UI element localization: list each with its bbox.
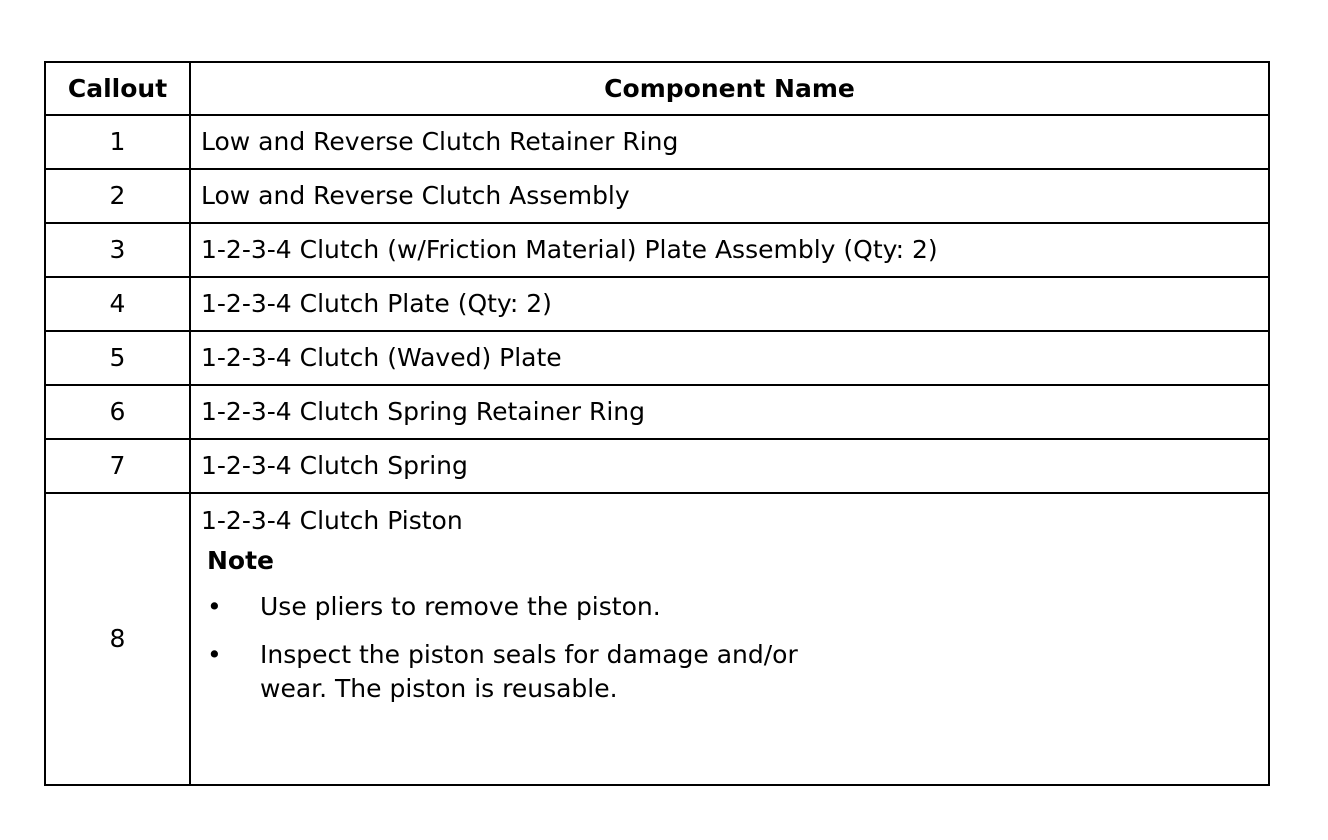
table-row [45,115,1269,169]
callout-column-header: Callout [45,62,190,115]
table-row [45,277,1269,331]
component-note-block [201,494,1268,706]
table-row [45,439,1269,493]
component-name: Low and Reverse Clutch Assembly [190,169,1269,223]
note-item [201,590,820,624]
table-row [45,493,1269,785]
callout-number: 2 [45,169,190,223]
callout-number: 4 [45,277,190,331]
note-item-text: Use pliers to remove the piston. [260,592,661,621]
table-row [45,223,1269,277]
callout-number: 5 [45,331,190,385]
note-heading: Note [207,546,275,575]
component-name-column-header: Component Name [190,62,1269,115]
component-name-cell [190,493,1269,785]
note-item [201,638,820,706]
callout-number: 7 [45,439,190,493]
component-name: 1-2-3-4 Clutch Spring [190,439,1269,493]
component-name: 1-2-3-4 Clutch Spring Retainer Ring [190,385,1269,439]
bullet-icon: • [207,640,222,669]
note-item-text: Inspect the piston seals for damage and/or wear. The piston is reusable. [260,640,798,703]
table-row [45,169,1269,223]
component-name: 1-2-3-4 Clutch Piston [201,506,463,535]
note-list [201,590,1268,706]
component-name: 1-2-3-4 Clutch Plate (Qty: 2) [190,277,1269,331]
callout-number: 6 [45,385,190,439]
callout-number: 1 [45,115,190,169]
table-row [45,331,1269,385]
component-name: 1-2-3-4 Clutch (Waved) Plate [190,331,1269,385]
component-table [44,61,1270,786]
bullet-icon: • [207,592,222,621]
callout-number: 3 [45,223,190,277]
table-row [45,385,1269,439]
component-name: Low and Reverse Clutch Retainer Ring [190,115,1269,169]
table-header-row [45,62,1269,115]
component-name: 1-2-3-4 Clutch (w/Friction Material) Plate Assembly (Qty: 2) [190,223,1269,277]
callout-number: 8 [45,493,190,785]
